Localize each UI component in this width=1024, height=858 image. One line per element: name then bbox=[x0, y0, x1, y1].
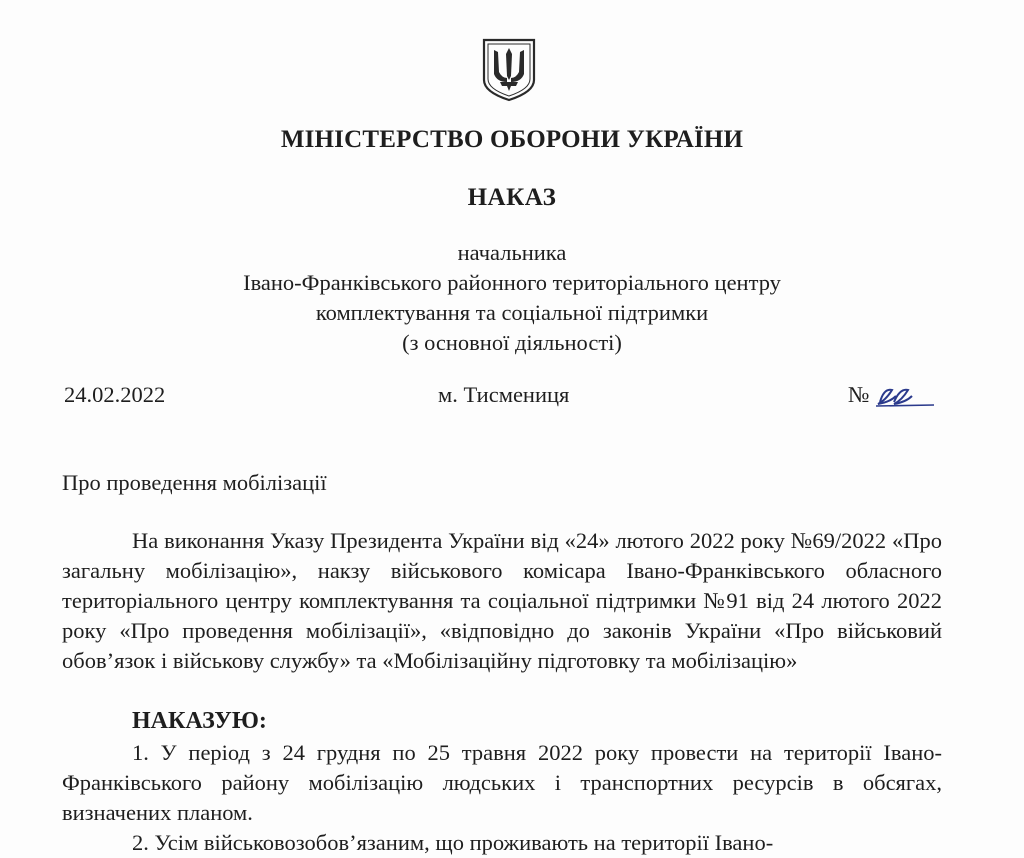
document-date: 24.02.2022 bbox=[64, 382, 166, 407]
document-number-label: № bbox=[848, 382, 870, 407]
preamble-paragraph: На виконання Указу Президента України від «24» лютого 2022 року №69/2022 «Про загальну мобілізацію», накзу військового комісара Івано-Франківського обласного територіального центру комплектування та соціальної підтримки №91 від 24 лютого 2022 року «Про проведення мобілізації», «відповідно до законів України «Про військовий обов’язок і військову службу» та «Мобілізаційну підготовку та мобілізацію» bbox=[62, 528, 942, 673]
handwritten-number-icon bbox=[874, 378, 936, 412]
document-place: м. Тисмениця bbox=[438, 382, 570, 407]
document-type: НАКАЗ bbox=[467, 184, 557, 211]
order-item: 1. У період з 24 грудня по 25 травня 2022 року провести на території Івано-Франківського району мобілізацію людських і транспортних ресурсів в обсягах, визначених планом. bbox=[62, 740, 942, 825]
issuer-block bbox=[0, 238, 1024, 358]
orders-heading: НАКАЗУЮ: bbox=[132, 708, 267, 734]
issuer-line: начальника bbox=[457, 240, 567, 265]
ministry-title: МІНІСТЕРСТВО ОБОРОНИ УКРАЇНИ bbox=[280, 126, 744, 153]
issuer-line: Івано-Франківського районного територіального центру bbox=[243, 270, 781, 295]
order-item: 2. Усім військовозобов’язаним, що проживають на території Івано- bbox=[132, 830, 774, 855]
issuer-line: (з основної діяльності) bbox=[402, 330, 622, 355]
document-subject: Про проведення мобілізації bbox=[62, 470, 327, 495]
trident-emblem-icon bbox=[480, 36, 538, 104]
issuer-line: комплектування та соціальної підтримки bbox=[315, 300, 709, 325]
